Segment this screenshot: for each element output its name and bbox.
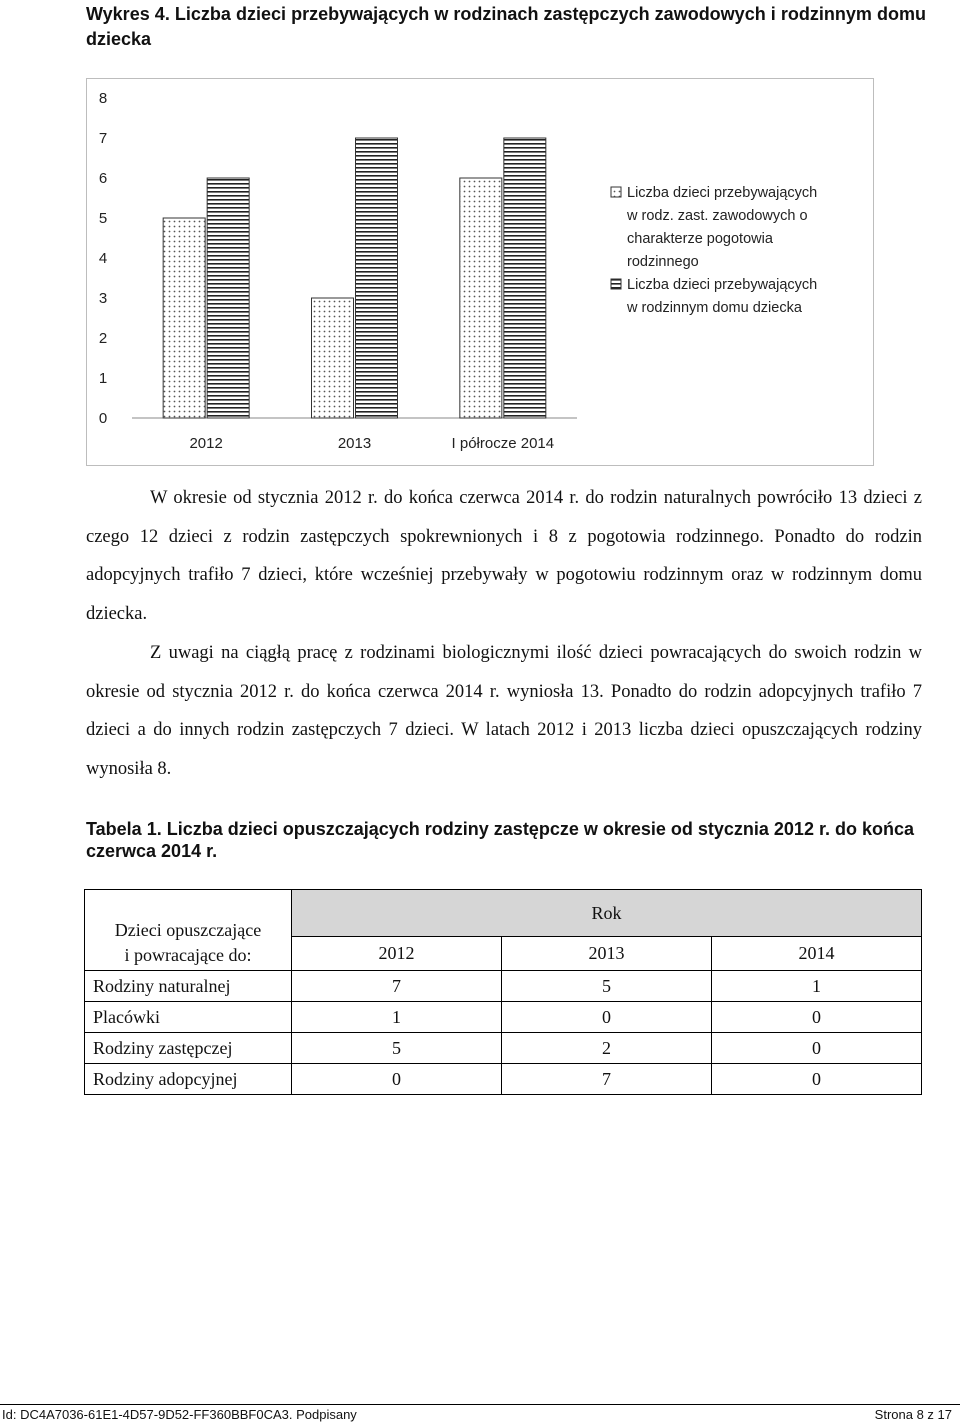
table-caption: Tabela 1. Liczba dzieci opuszczających rodziny zastępcze w okresie od stycznia 2012 r. do końca czerwca 2014 r.: [86, 819, 914, 861]
bar-2: [207, 178, 249, 418]
paragraph-1-text: W okresie od stycznia 2012 r. do końca czerwca 2014 r. do rodzin naturalnych powróciło 13 dzieci z czego 12 dzieci z rodzin zastępczych spokrewnionych i 8 z pogotowia rodzinnego. Ponadto do rodzin adopcyjnych trafiło 7 dzieci, które wcześniej przebywały w pogotowiu rodzinnym oraz w rodzinnym domu dziecka.: [86, 488, 922, 624]
y-tick-label: 8: [98, 90, 108, 107]
y-tick-label: 7: [98, 130, 108, 147]
x-tick-label: 2012: [189, 435, 223, 452]
year-header: 2012: [292, 937, 502, 971]
figure-caption: Wykres 4. Liczba dzieci przebywających w rodzinach zastępczych zawodowych i rodzinnym domu dziecka: [86, 4, 926, 49]
bar-2: [504, 138, 546, 418]
bar-chart: [86, 78, 874, 466]
row-header-cell: [85, 890, 292, 971]
cell-value: 7: [292, 971, 502, 1002]
chart-svg: [87, 79, 873, 465]
cell-value: 2: [502, 1033, 712, 1064]
legend-label: Liczba dzieci przebywających: [627, 185, 818, 201]
table-row: [85, 1002, 922, 1033]
legend-label: w rodzinnym domu dziecka: [627, 300, 802, 316]
legend-label: w rodz. zast. zawodowych o: [627, 208, 808, 224]
bar-1: [312, 298, 354, 418]
legend-label: rodzinnego: [627, 254, 699, 270]
table-row: [85, 1033, 922, 1064]
year-header: 2013: [502, 937, 712, 971]
cell-value: 0: [712, 1064, 922, 1095]
footer-page-number: Strona 8 z 17: [874, 1407, 952, 1422]
year-group-header: Rok: [292, 890, 922, 937]
legend-swatch-1: [611, 187, 621, 197]
y-tick-label: 5: [98, 210, 108, 227]
cell-value: 7: [502, 1064, 712, 1095]
cell-value: 1: [712, 971, 922, 1002]
row-label: Rodziny adopcyjnej: [85, 1064, 292, 1095]
cell-value: 0: [712, 1033, 922, 1064]
cell-value: 1: [292, 1002, 502, 1033]
table-row: [85, 971, 922, 1002]
legend-label: charakterze pogotowia: [627, 231, 773, 247]
row-label: Rodziny zastępczej: [85, 1033, 292, 1064]
y-tick-label: 1: [98, 370, 108, 387]
paragraph-2: [86, 634, 922, 788]
bar-2: [356, 138, 398, 418]
table-row: [85, 1064, 922, 1095]
y-tick-label: 0: [98, 410, 108, 427]
y-tick-label: 4: [98, 250, 108, 267]
year-header: 2014: [712, 937, 922, 971]
y-tick-label: 2: [98, 330, 108, 347]
paragraph-2-text: Z uwagi na ciągłą pracę z rodzinami biologicznymi ilość dzieci powracających do swoich rodzin w okresie od stycznia 2012 r. do końca czerwca 2014 r. wyniosła 13. Ponadto do rodzin adopcyjnych trafiło 7 dzieci a do innych rodzin zastępczych 7 dzieci. W latach 2012 i 2013 liczba dzieci opuszczających rodziny wynosiła 8.: [86, 643, 922, 779]
legend-swatch-2: [611, 279, 621, 289]
x-tick-label: 2013: [337, 435, 372, 452]
bar-1: [163, 218, 205, 418]
row-header-line1: Dzieci opuszczające: [114, 920, 262, 940]
row-header-line2: i powracające do:: [124, 945, 252, 965]
paragraph-1: [86, 479, 922, 633]
footer-document-id: Id: DC4A7036-61E1-4D57-9D52-FF360BBF0CA3. Podpisany: [2, 1407, 357, 1422]
y-tick-label: 6: [98, 170, 108, 187]
x-tick-label: I półrocze 2014: [451, 435, 555, 452]
legend-label: Liczba dzieci przebywających: [627, 277, 818, 293]
cell-value: 5: [292, 1033, 502, 1064]
data-table: [84, 889, 922, 1095]
cell-value: 0: [292, 1064, 502, 1095]
cell-value: 0: [712, 1002, 922, 1033]
cell-value: 0: [502, 1002, 712, 1033]
y-tick-label: 3: [98, 290, 108, 307]
bar-1: [460, 178, 502, 418]
cell-value: 5: [502, 971, 712, 1002]
row-label: Rodziny naturalnej: [85, 971, 292, 1002]
row-label: Placówki: [85, 1002, 292, 1033]
